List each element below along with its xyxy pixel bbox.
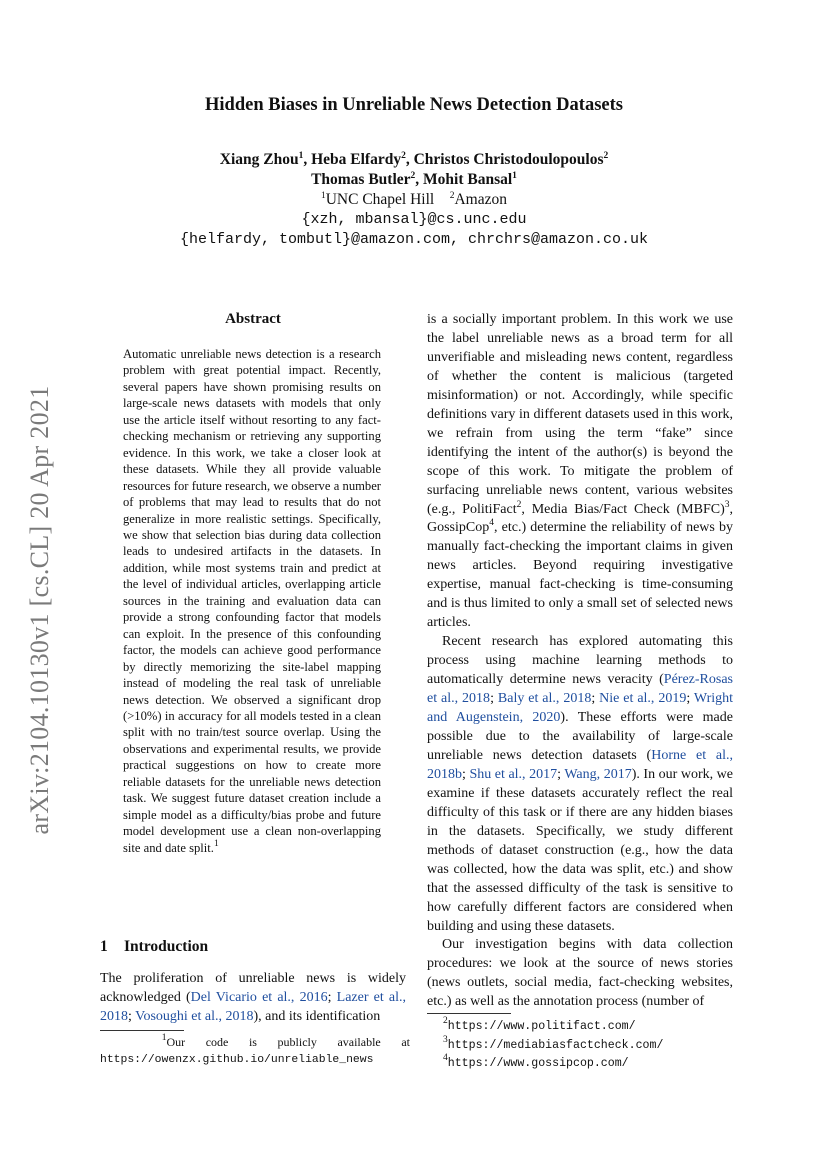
citation-link[interactable]: Wright and Augenstein, 2020 (427, 691, 734, 726)
author-name: Thomas Butler (311, 171, 411, 188)
affiliation-mark: 1 (298, 151, 304, 161)
affiliation-mark: 1 (320, 191, 326, 201)
footnote-mark[interactable]: 3 (724, 499, 730, 510)
citation-link[interactable]: Baly et al., 2018 (497, 691, 592, 707)
affiliations-line (0, 190, 828, 210)
footnote-mark[interactable]: 2 (516, 499, 522, 510)
footnote-rule (427, 1013, 511, 1014)
politifact-url-link[interactable]: https://www.politifact.com/ (447, 1020, 636, 1033)
intro-text: The proliferation of unreliable news is widely acknowledged ( (100, 971, 406, 1006)
email-line-2: {helfardy, tombutl}@amazon.com, chrchrs@amazon.co.uk (179, 231, 649, 248)
paragraph-text: Recent research has explored automating this process using machine learning methods to automatically determine news veracity ( (427, 634, 733, 688)
right-column-text (427, 311, 733, 1012)
author-name: Christos Christodoulopoulos (413, 151, 604, 168)
paragraph: Recent research has explored automating this process using machine learning methods to automatically determine news veracity (Pérez-Rosas et al., 2018; Baly et al., 2018; Nie et al., 2019; Wright and Augenstein, 2020). These efforts were made possible due to the availability of large-scale unreliable news detection datasets (Horne et al., 2018b; Shu et al., 2017; Wang, 2017). In our work, we examine if these datasets accurately reflect the real difficulty of this task or if there are any hidden biases in the datasets. Specifically, we study different methods of dataset construction (e.g., how the data was collected, how the data was split, etc.) and show that the assessed difficulty of the task is sensitive to how carefully different factors are considered when building and using these datasets. (427, 634, 734, 934)
footnote-mark[interactable]: 4 (489, 518, 494, 529)
affiliation-mark: 1 (512, 171, 517, 181)
paper-title: Hidden Biases in Unreliable News Detection Datasets (205, 95, 623, 115)
arxiv-id-text: arXiv:2104.10130v1 [cs.CL] 20 Apr 2021 (25, 385, 54, 835)
citation-link[interactable]: Shu et al., 2017 (469, 766, 558, 782)
email-line-1: {xzh, mbansal}@cs.unc.edu (301, 211, 527, 228)
affiliation-mark: 2 (449, 191, 455, 201)
intro-text: ), and its identification (253, 1009, 381, 1025)
paragraph: Our investigation begins with data collection procedures: we look at the source of news stories (news outlets, social media, fact-checking websites, etc.) as well as the annotation process (number of (427, 937, 733, 1010)
paragraph-text: is a socially important problem. In this work we use the label unreliable news as a broad term for all unverifiable and misleading news content, regardless of whether the content is malicious (targeted misinformation) or not. Accordingly, while specific definitions vary in different datasets used in this work, we refrain from using the term “fake” since identifying the intent of the author(s) is beyond the scope of this work. To mitigate the problem of surfacing unreliable news content, various websites (e.g., PolitiFact (427, 312, 733, 517)
arxiv-identifier-stamp (20, 365, 60, 855)
abstract-paragraph: Automatic unreliable news detection is a research problem with great potential impact. Recently, several papers have shown promising results on large-scale news datasets with models that only use the article itself without resorting to any fact-checking mechanism or retrieving any supporting evidence. In this work, we take a closer look at these datasets. While they all provide valuable resources for future research, we observe a number of problems that may lead to results that do not generalize in more realistic settings. Specifically, we show that selection bias during data collection leads to undesired artifacts in the datasets. In addition, while most systems train and predict at the level of individual articles, overlapping article sources in the training and evaluation data can provide a strong confounding factor that models can exploit. In the presence of this confounding factor, the models can achieve good performance by directly memorizing the site-label mapping instead of modeling the real task of unreliable news detection. We observed a significant drop (>10%) in accuracy for all models tested in a clean split with no train/test source overlap. Using the observations and experimental results, we provide practical suggestions on how to create more reliable datasets for the unreliable news detection task. We suggest future dataset creation include a simple model as a difficulty/bias probe and future model development use a clean non-overlapping site and date split. (123, 347, 381, 855)
paragraph (427, 311, 733, 633)
footnote-text: Our code is publicly available at (166, 1035, 410, 1049)
citation-link[interactable]: Nie et al., 2019 (599, 691, 687, 707)
citation-separator: ; (327, 990, 337, 1006)
mbfc-url-link[interactable]: https://mediabiasfactcheck.com/ (447, 1038, 664, 1052)
author-line-1: Xiang Zhou$^1$, Heba Elfardy$^2$, Christos Christodoulopoulos$^2$ (219, 151, 609, 168)
footnote-item (443, 1054, 663, 1073)
section-title: Introduction (124, 938, 209, 955)
footnote-item (443, 1036, 663, 1055)
footnote-mark: 2 (443, 1016, 448, 1026)
footnote-mark[interactable]: 1 (213, 838, 219, 849)
footnote-mark: 1 (161, 1033, 167, 1043)
citation-link[interactable]: Wang, 2017 (564, 766, 632, 782)
paragraph-text: , etc.) determine the reliability of news by manually fact-checking the important claims in given news articles. Beyond requiring investigative expertise, manual fact-checking is time-consuming and is thus limited to only a small set of selected news articles. (427, 520, 733, 631)
citation-link[interactable]: Pérez-Rosas et al., 2018 (427, 672, 733, 707)
section-number: 1 (100, 938, 108, 955)
paragraph-text: ). These efforts were made possible due to the availability of large-scale unreliable news detection datasets ( (427, 710, 733, 763)
paragraph-text: , GossipCop (427, 501, 734, 536)
citation-link[interactable]: Del Vicario et al., 2016 (190, 990, 328, 1006)
author-name: Heba Elfardy (311, 151, 402, 168)
affiliation-name: Amazon (454, 191, 507, 208)
citation-link[interactable]: Vosoughi et al., 2018 (135, 1009, 254, 1025)
code-url-link[interactable]: https://owenzx.github.io/unreliable_news (100, 1054, 374, 1066)
citation-link[interactable]: Lazer et al., 2018 (100, 990, 407, 1025)
author-name: Mohit Bansal (423, 171, 513, 188)
gossipcop-url-link[interactable]: https://www.gossipcop.com/ (447, 1057, 629, 1070)
citation-link[interactable]: Horne et al., 2018b (427, 747, 733, 782)
footnote-code-availability (100, 1034, 410, 1068)
footnotes-urls (443, 1017, 663, 1073)
footnote-item (443, 1017, 663, 1036)
paragraph-text: , Media Bias/Fact Check (MBFC) (521, 501, 725, 517)
footnote-mark: 3 (443, 1034, 448, 1045)
footnote-rule (100, 1030, 184, 1031)
footnote-mark: 4 (443, 1053, 448, 1063)
affiliation-mark: 2 (401, 151, 406, 161)
author-line-2: Thomas Butler$^2$, Mohit Bansal$^1$ (311, 171, 517, 188)
citation-separator: ; (128, 1009, 136, 1025)
section-heading-introduction (100, 938, 208, 956)
intro-paragraph (100, 969, 406, 1027)
author-block (0, 150, 828, 250)
paragraph-text: ). In our work, we examine if these datasets accurately reflect the real difficulty of this task or if there are any hidden biases in the datasets. Specifically, we study different methods of dataset construction (e.g., how the data was collected, how the data was split, etc.) and show that the assessed difficulty of the task is sensitive to how carefully different factors are considered when building and using these datasets. (427, 766, 734, 934)
affiliation-mark: 2 (410, 171, 416, 181)
affiliation-mark: 2 (603, 151, 609, 161)
author-name: Xiang Zhou (219, 151, 299, 168)
affiliation-name: UNC Chapel Hill (325, 191, 435, 208)
abstract-text (123, 346, 381, 856)
abstract-heading: Abstract (225, 311, 281, 327)
